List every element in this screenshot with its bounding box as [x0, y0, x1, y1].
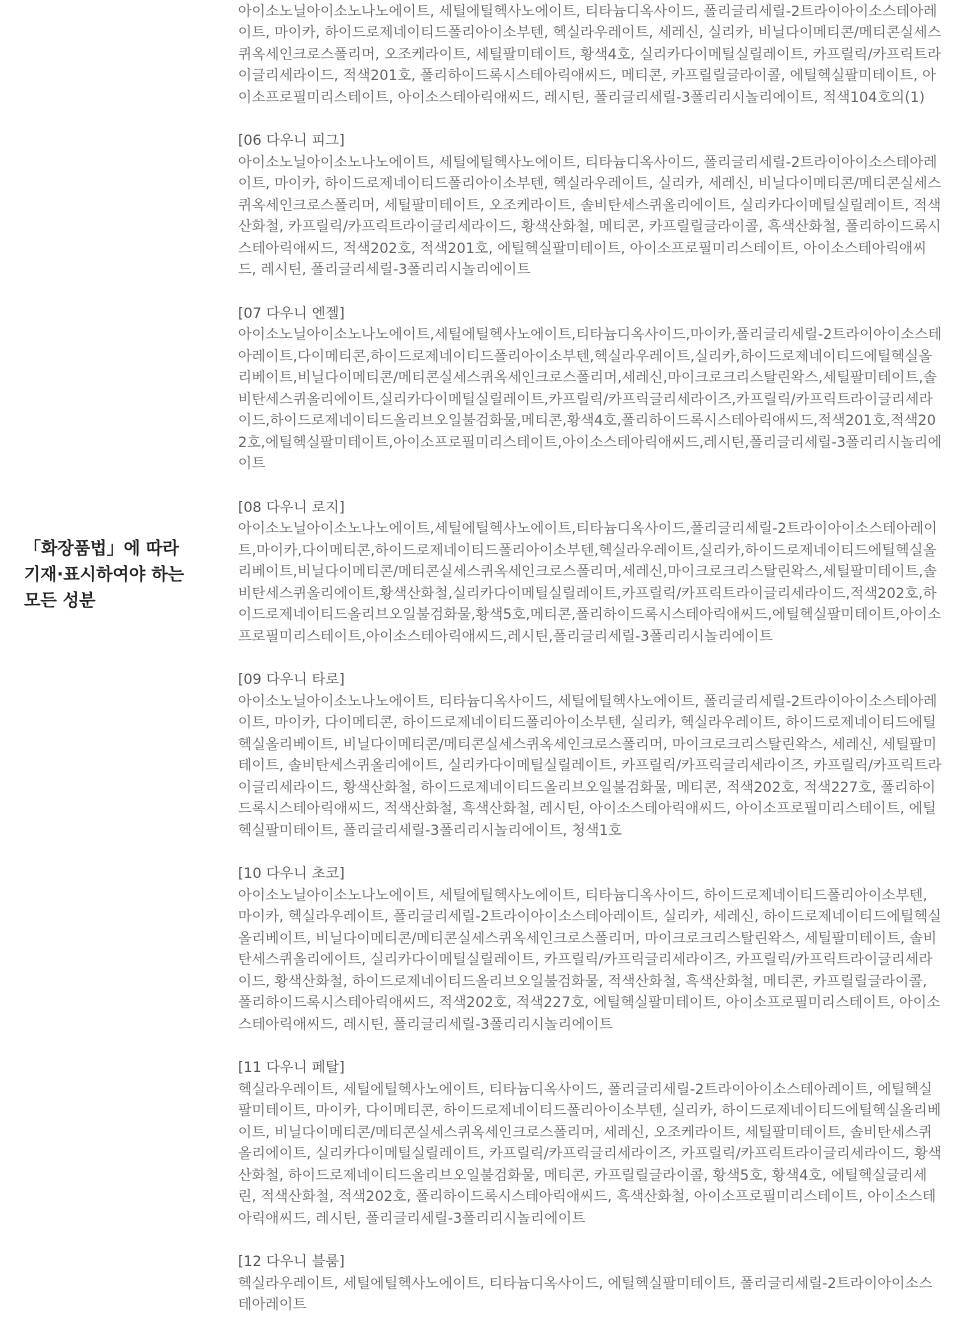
section-title: [06 다우니 피그]	[238, 133, 345, 149]
section-12	[238, 1252, 944, 1317]
section-body: 헥실라우레이트, 세틸에틸헥사노에이트, 티타늄디옥사이드, 에틸헥실팔미테이트, 폴리글리세릴-2트라이아이소스테아레이트	[238, 1275, 933, 1313]
section-body: 아이소노닐아이소노나노에이트, 세틸에틸헥사노에이트, 티타늄디옥사이드, 폴리글리세릴-2트라이아이소스테아레이트, 마이카, 하이드로제네이티드폴리아이소부텐, 헥실라우레이트, 세레신, 실리카, 비닐다이메티콘/메티콘실세스퀴옥세인크로스폴리머, 오조케라이트, 세틸팔미테이트, 황색4호, 실리카다이메틸실릴레이트, 카프릴릭/카프릭트라이글리세라이드, 적색201호, 폴리하이드록시스테아릭애씨드, 메티콘, 카프릴릴글라이콜, 에틸헥실팔미테이트, 아이소프로필미리스테이트, 아이소스테아릭애씨드, 레시틴, 폴리글리세릴-3폴리리시놀리에이트, 적색104호의(1)	[238, 3, 942, 106]
section-body: 아이소노닐아이소노나노에이트,세틸에틸헥사노에이트,티타늄디옥사이드,마이카,폴리글리세릴-2트라이아이소스테아레이트,다이메티콘,하이드로제네이티드폴리아이소부텐,헥실라우레이트,실리카,하이드로제네이티드에틸헥실올리베이트,비닐다이메티콘/메티콘실세스퀴옥세인크로스폴리머,세레신,마이크로크리스탈린왁스,세틸팔미테이트,솔비탄세스퀴올리에이트,실리카다이메틸실릴레이트,카프릴릭/카프릭글리세라이즈,카프릴릭/카프릭트라이글리세라이드,하이드로제네이티드올리브오일불검화물,메티콘,황색4호,폴리하이드록시스테아릭애씨드,적색201호,적색202호,에틸헥실팔미테이트,아이소프로필미리스테이트,아이소스테아릭애씨드,레시틴,폴리글리세릴-3폴리리시놀리에이트	[238, 327, 942, 472]
section-body: 아이소노닐아이소노나노에이트,세틸에틸헥사노에이트,티타늄디옥사이드,폴리글리세릴-2트라이아이소스테아레이트,마이카,다이메티콘,하이드로제네이티드폴리아이소부텐,헥실라우레이트,실리카,하이드로제네이티드에틸헥실올리베이트,비닐다이메티콘/메티콘실세스퀴옥세인크로스폴리머,세레신,마이크로크리스탈린왁스,세틸팔미테이트,솔비탄세스퀴올리에이트,황색산화철,실리카다이메틸실릴레이트,카프릴릭/카프릭트라이글리세라이드,적색202호,하이드로제네이티드올리브오일불검화물,황색5호,메티콘,폴리하이드록시스테아릭애씨드,에틸헥실팔미테이트,아이소프로필미리스테이트,아이소스테아릭애씨드,레시틴,폴리글리세릴-3폴리리시놀리에이트	[238, 521, 942, 645]
section-07	[238, 304, 944, 476]
section-body: 아이소노닐아이소노나노에이트, 티타늄디옥사이드, 세틸에틸헥사노에이트, 폴리글리세릴-2트라이아이소스테아레이트, 마이카, 다이메티콘, 하이드로제네이티드폴리아이소부텐, 실리카, 헥실라우레이트, 하이드로제네이티드에틸헥실올리베이트, 비닐다이메티콘/메티콘실세스퀴옥세인크로스폴리머, 마이크로크리스탈린왁스, 세레신, 세틸팔미테이트, 솔비탄세스퀴올리에이트, 실리카다이메틸실릴레이트, 카프릴릭/카프릭글리세라이즈, 카프릴릭/카프릭트라이글리세라이드, 황색산화철, 하이드로제네이티드올리브오일불검화물, 메티콘, 적색202호, 적색227호, 폴리하이드록시스테아릭애씨드, 적색산화철, 흑색산화철, 레시틴, 아이소스테아릭애씨드, 아이소프로필미리스테이트, 에틸헥실팔미테이트, 폴리글리세릴-3폴리리시놀리에이트, 청색1호	[238, 693, 942, 839]
section-06	[238, 131, 944, 282]
section-body: 아이소노닐아이소노나노에이트, 세틸에틸헥사노에이트, 티타늄디옥사이드, 하이드로제네이티드폴리아이소부텐, 마이카, 헥실라우레이트, 폴리글리세릴-2트라이아이소스테아레이트, 실리카, 세레신, 하이드로제네이티드에틸헥실올리베이트, 비닐다이메티콘/메티콘실세스퀴옥세인크로스폴리머, 마이크로크리스탈린왁스, 세틸팔미테이트, 솔비탄세스퀴올리에이트, 실리카다이메틸실릴레이트, 카프릴릭/카프릭글리세라이즈, 카프릴릭/카프릭트라이글리세라이드, 황색산화철, 하이드로제네이티드올리브오일불검화물, 적색산화철, 흑색산화철, 메티콘, 카프릴릴글라이콜, 폴리하이드록시스테아릭애씨드, 적색202호, 적색227호, 에틸헥실팔미테이트, 아이소프로필미리스테이트, 아이소스테아릭애씨드, 레시틴, 폴리글리세릴-3폴리리시놀리에이트	[238, 887, 942, 1033]
section-title: [12 다우니 블룸]	[238, 1254, 345, 1270]
section-09	[238, 670, 944, 842]
section-11	[238, 1058, 944, 1230]
section-10	[238, 864, 944, 1036]
section-title: [07 다우니 엔젤]	[238, 305, 345, 322]
section-body: 헥실라우레이트, 세틸에틸헥사노에이트, 티타늄디옥사이드, 폴리글리세릴-2트라이아이소스테아레이트, 에틸헥실팔미테이트, 마이카, 다이메티콘, 하이드로제네이티드폴리아이소부텐, 실리카, 하이드로제네이티드에틸헥실올리베이트, 비닐다이메티콘/메티콘실세스퀴옥세인크로스폴리머, 세레신, 오조케라이트, 세틸팔미테이트, 솔비탄세스퀴올리에이트, 실리카다이메틸실릴레이트, 카프릴릭/카프릭글리세라이즈, 카프릴릭/카프릭트라이글리세라이드, 황색산화철, 하이드로제네이티드올리브오일불검화물, 메티콘, 카프릴릴글라이콜, 황색5호, 황색4호, 에틸헥실글리세린, 적색산화철, 적색202호, 폴리하이드록시스테아릭애씨드, 흑색산화철, 아이소프로필미리스테이트, 아이소스테아릭애씨드, 레시틴, 폴리글리세릴-3폴리리시놀리에이트	[238, 1081, 942, 1227]
section-title: [08 다우니 로지]	[238, 499, 345, 516]
ingredients-label: 「화장품법」에 따라 기재·표시하여야 하는 모든 성분	[24, 539, 185, 611]
ingredients-list	[238, 0, 944, 1339]
section-title: [11 다우니 페탈]	[238, 1060, 345, 1076]
section-08	[238, 498, 944, 649]
section-05	[238, 0, 944, 109]
section-title: [09 다우니 타로]	[238, 672, 345, 688]
section-title: [10 다우니 초코]	[238, 866, 345, 882]
section-body: 아이소노닐아이소노나노에이트, 세틸에틸헥사노에이트, 티타늄디옥사이드, 폴리글리세릴-2트라이아이소스테아레이트, 마이카, 하이드로제네이티드폴리아이소부텐, 헥실라우레이트, 실리카, 세레신, 비닐다이메티콘/메티콘실세스퀴옥세인크로스폴리머, 세틸팔미테이트, 오조케라이트, 솔비탄세스퀴올리에이트, 실리카다이메틸실릴레이트, 적색산화철, 카프릴릭/카프릭트라이글리세라이드, 황색산화철, 메티콘, 카프릴릴글라이콜, 흑색산화철, 폴리하이드록시스테아릭애씨드, 적색202호, 적색201호, 에틸헥실팔미테이트, 아이소프로필미리스테이트, 아이소스테아릭애씨드, 레시틴, 폴리글리세릴-3폴리리시놀리에이트	[238, 154, 942, 278]
